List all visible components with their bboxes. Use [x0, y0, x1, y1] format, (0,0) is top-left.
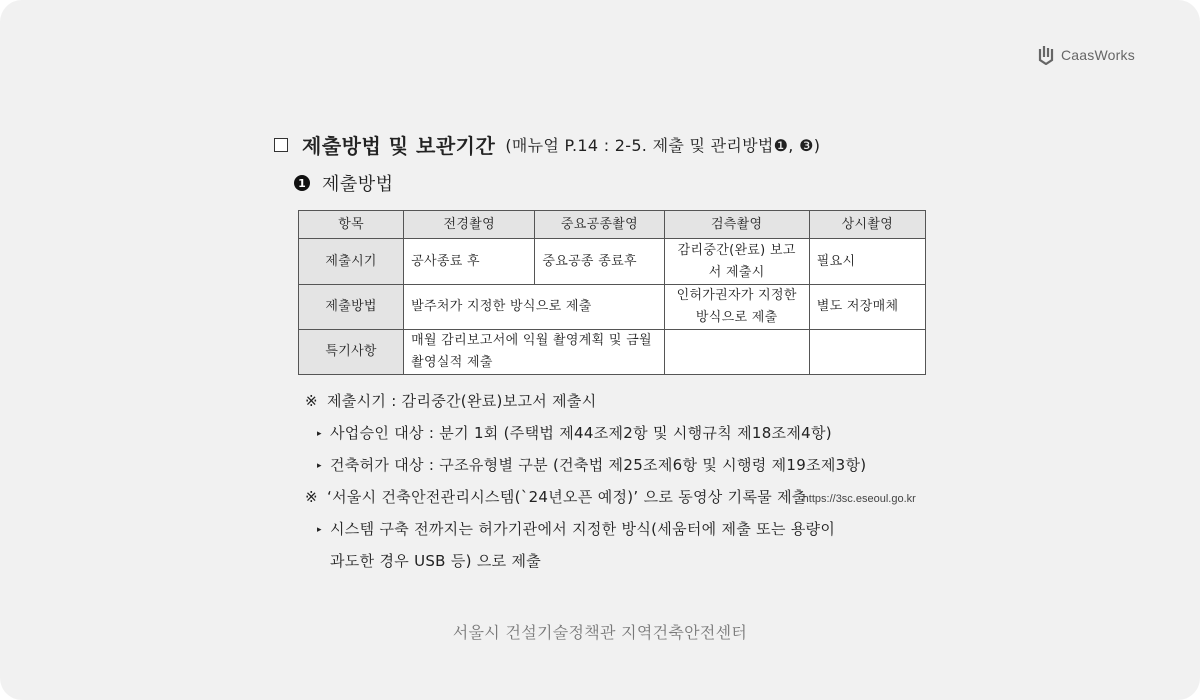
- table-cell: [664, 330, 809, 375]
- table-cell: 감리중간(완료) 보고서 제출시: [664, 239, 809, 285]
- table-row: [299, 285, 926, 330]
- reference-mark: ※: [305, 488, 318, 506]
- subsection-label: 제출방법: [322, 174, 394, 195]
- subsection-heading: [294, 170, 394, 196]
- table-row: [299, 330, 926, 375]
- note-item: [330, 550, 541, 571]
- table-header: 검측촬영: [664, 211, 809, 239]
- note-item: [317, 454, 866, 475]
- table-cell: [809, 330, 925, 375]
- footer-organization: 서울시 건설기술정책관 지역건축안전센터: [452, 623, 748, 642]
- table-row: [299, 239, 926, 285]
- circled-number-icon: 1: [294, 175, 310, 191]
- note-text: ‘서울시 건축안전관리시스템(`24년오픈 예정)’ 으로 동영상 기록물 제출: [327, 488, 807, 506]
- table-cell: 공사종료 후: [404, 239, 535, 285]
- table-cell: 발주처가 지정한 방식으로 제출: [404, 285, 664, 330]
- note-text: 시스템 구축 전까지는 허가기관에서 지정한 방식(세움터에 제출 또는 용량이: [330, 520, 836, 538]
- note-item: [317, 422, 832, 443]
- table-cell: 인허가권자가 지정한 방식으로 제출: [664, 285, 809, 330]
- note-text: 사업승인 대상 : 분기 1회 (주택법 제44조제2항 및 시행규칙 제18조제4항): [330, 424, 832, 442]
- system-url-link[interactable]: https://3sc.eseoul.go.kr: [802, 493, 916, 505]
- reference-mark: ※: [305, 392, 318, 410]
- brand-name: CaasWorks: [1061, 47, 1135, 63]
- brand-logo: [1037, 44, 1135, 66]
- triangle-bullet-icon: ▸: [317, 429, 322, 439]
- note-item: [305, 390, 597, 411]
- table-header: 중요공종촬영: [535, 211, 664, 239]
- table-header: 항목: [299, 211, 404, 239]
- row-label: 제출시기: [299, 239, 404, 285]
- caasworks-logo-icon: [1037, 45, 1055, 65]
- note-item: [317, 518, 835, 539]
- triangle-bullet-icon: ▸: [317, 525, 322, 535]
- table-header: 상시촬영: [809, 211, 925, 239]
- section-title: [274, 130, 820, 159]
- triangle-bullet-icon: ▸: [317, 461, 322, 471]
- checkbox-icon: [274, 138, 288, 152]
- row-label: 제출방법: [299, 285, 404, 330]
- note-text: 과도한 경우 USB 등) 으로 제출: [330, 552, 542, 570]
- table-header-row: [299, 211, 926, 239]
- note-item: [305, 486, 916, 507]
- submission-table: [298, 210, 926, 375]
- note-text: 건축허가 대상 : 구조유형별 구분 (건축법 제25조제6항 및 시행령 제19조제3항): [330, 456, 867, 474]
- table-cell: 중요공종 종료후: [535, 239, 664, 285]
- row-label: 특기사항: [299, 330, 404, 375]
- table-cell: 필요시: [809, 239, 925, 285]
- note-text: 제출시기 : 감리중간(완료)보고서 제출시: [327, 392, 597, 410]
- table-cell: 별도 저장매체: [809, 285, 925, 330]
- table-header: 전경촬영: [404, 211, 535, 239]
- title-reference: (매뉴얼 P.14 : 2-5. 제출 및 관리방법❶, ❸): [505, 136, 821, 155]
- table-cell: 매월 감리보고서에 익월 촬영계획 및 금월 촬영실적 제출: [404, 330, 664, 375]
- title-main: 제출방법 및 보관기간: [302, 134, 496, 158]
